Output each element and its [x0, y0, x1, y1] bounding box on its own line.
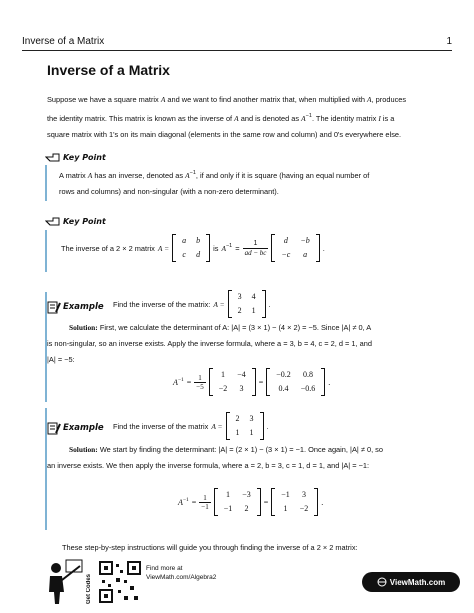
page-number: 1 [446, 36, 452, 47]
example-2-result: $A^{-1}$ = $\frac{1}{-1}$ 1 −3 −1 2 = −1 3 1 −2 . [178, 488, 323, 516]
example-2-adjugate: 1 −3 −1 2 [214, 488, 261, 516]
matrix-adjugate: d −b −c a [271, 234, 319, 262]
notebook-pencil-icon [47, 300, 61, 314]
matrix-A: a b c d [172, 234, 210, 262]
intro-paragraph: Suppose we have a square matrix A and we want to find another matrix that, when multiplied with A, produces the identity matrix. This matrix is known as the inverse of A and is denoted as $A^{-1}$. The identity matrix I is a square matrix with 1's on its main diagonal (elements in the same row and column) and 0's everywhere else. [47, 95, 407, 139]
example-2-solution: Solution: We start by finding the determinant: |A| = (2 × 1) − (3 × 1) = −1. Once again, |A| ≠ 0, so an inverse exists. We then apply the inverse formula, where a = 2, b = 3, c = 1, d = 1, and |A| = −1: [47, 445, 383, 470]
get-codes-label: Get Codes [86, 573, 92, 604]
example-2-prompt: Find the inverse of the matrix A = 2 3 1 1 . [113, 412, 269, 440]
key-point-box-2 [45, 230, 461, 272]
notebook-pencil-icon [47, 421, 61, 435]
key-point-box-1: A matrix A has an inverse, denoted as $A^{-1}$, if and only if it is square (having an equal number of rows and columns) and non-singular (with a non-zero determinant). [45, 165, 461, 201]
example-1-matrix: 3 4 2 1 [228, 290, 266, 318]
key-point-label-2: Key Point [45, 215, 106, 227]
viewmath-link[interactable]: ViewMath.com/Algebra2 [146, 574, 217, 581]
example-1-prompt: Find the inverse of the matrix: A = 3 4 2 1 . [113, 290, 271, 318]
example-1-inverse: −0.2 0.8 0.4 −0.6 [266, 368, 325, 396]
page-footer [42, 556, 462, 608]
key-point-label: Key Point [45, 151, 106, 163]
teacher-icon [44, 558, 84, 606]
example-2-label: Example [47, 421, 104, 435]
running-header [22, 36, 452, 51]
globe-icon [377, 577, 387, 587]
example-1-adjugate: 1 −4 −2 3 [209, 368, 256, 396]
viewmath-logo: ViewMath.com [362, 572, 460, 592]
footer-links: Find more at ViewMath.com/Algebra2 [146, 565, 217, 581]
page-title: Inverse of a Matrix [47, 62, 170, 78]
example-2-inverse: −1 3 1 −2 [271, 488, 318, 516]
pointing-hand-icon [45, 151, 61, 163]
example-1-solution: Solution: First, we calculate the determinant of A: |A| = (3 × 1) − (4 × 2) = −5. Since |A| ≠ 0, A is non-singular, so an inverse exists. Apply the inverse formula, where a = 3, b = 4, c = 2, d = 1, and |A| = −5: [47, 323, 372, 364]
inverse-formula: The inverse of a 2 × 2 matrix A = a b c d is $A^{-1}$ = $\frac{1}{ad - bc}$ d −b −c a . [61, 234, 325, 262]
example-1-label: Example [47, 300, 104, 314]
example-1-result: $A^{-1}$ = $\frac{1}{-5}$ 1 −4 −2 3 = −0.2 0.8 0.4 −0.6 . [173, 368, 330, 396]
example-2-matrix: 2 3 1 1 [226, 412, 264, 440]
qr-code-icon[interactable] [98, 560, 142, 604]
pointing-hand-icon [45, 215, 61, 227]
header-title: Inverse of a Matrix [22, 36, 105, 47]
closing-sentence: These step-by-step instructions will guide you through finding the inverse of a 2 × 2 matrix: [62, 543, 358, 552]
